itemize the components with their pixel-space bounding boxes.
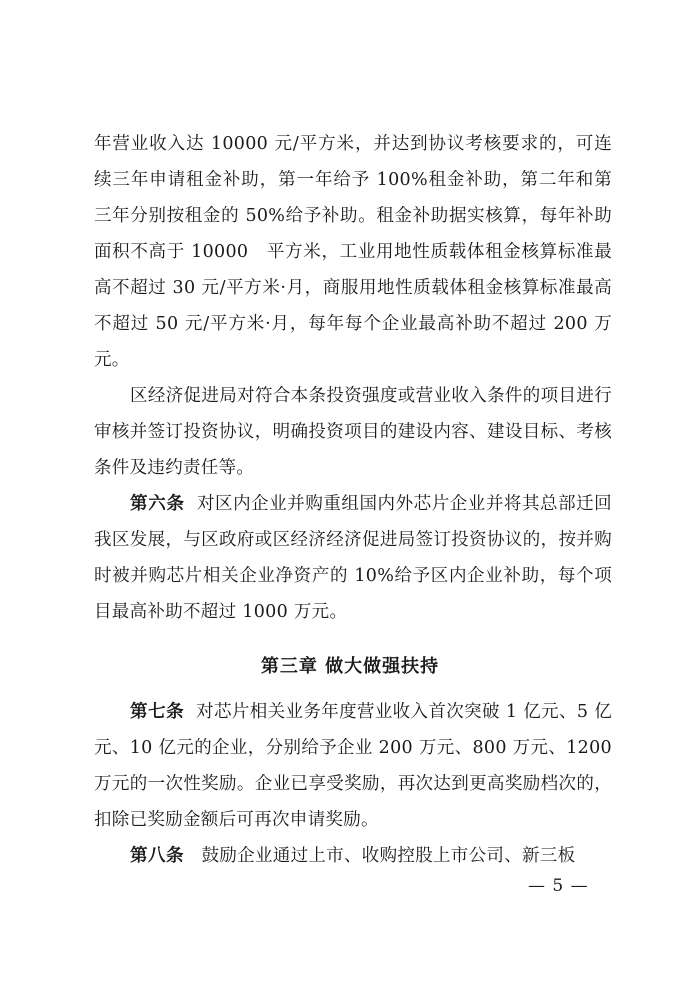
paragraph-rent-subsidy: 年营业收入达 10000 元/平方米，并达到协议考核要求的，可连续三年申请租金补助，第一年给予 100%租金补助，第二年和第三年分别按租金的 50%给予补助。租金补助据实核算，每年补助面积不高于 10000 平方米，工业用地性质载体租金核算标准最高不超过 30 元/平方米·月，商服用地性质载体租金核算标准最高不超过 50 元/平方米·月，每年每个企业最高补助不超过 200 万元。 <box>94 134 612 370</box>
paragraph-review-agreement: 区经济促进局对符合本条投资强度或营业收入条件的项目进行审核并签订投资协议，明确投资项目的建设内容、建设目标、考核条件及违约责任等。 <box>94 386 612 478</box>
article-8-label: 第八条 <box>130 846 184 866</box>
article-7-label: 第七条 <box>130 702 185 722</box>
article-8 <box>94 838 612 874</box>
article-8-text: 鼓励企业通过上市、收购控股上市公司、新三板 <box>201 846 576 866</box>
article-6 <box>94 486 612 630</box>
article-7 <box>94 694 612 838</box>
article-7-text: 对芯片相关业务年度营业收入首次突破 1 亿元、5 亿元、10 亿元的企业，分别给予企业 200 万元、800 万元、1200 万元的一次性奖励。企业已享受奖励，再次达到更高奖励档次的，扣除已奖励金额后可再次申请奖励。 <box>94 702 612 830</box>
article-6-label: 第六条 <box>130 494 185 514</box>
chapter-heading: 第三章 做大做强扶持 <box>260 656 440 677</box>
page-number: — 5 — <box>528 876 589 896</box>
article-6-text: 对区内企业并购重组国内外芯片企业并将其总部迁回我区发展，与区政府或区经济经济促进局签订投资协议的，按并购时被并购芯片相关企业净资产的 10%给予区内企业补助，每个项目最高补助不超过 1000 万元。 <box>94 494 612 622</box>
